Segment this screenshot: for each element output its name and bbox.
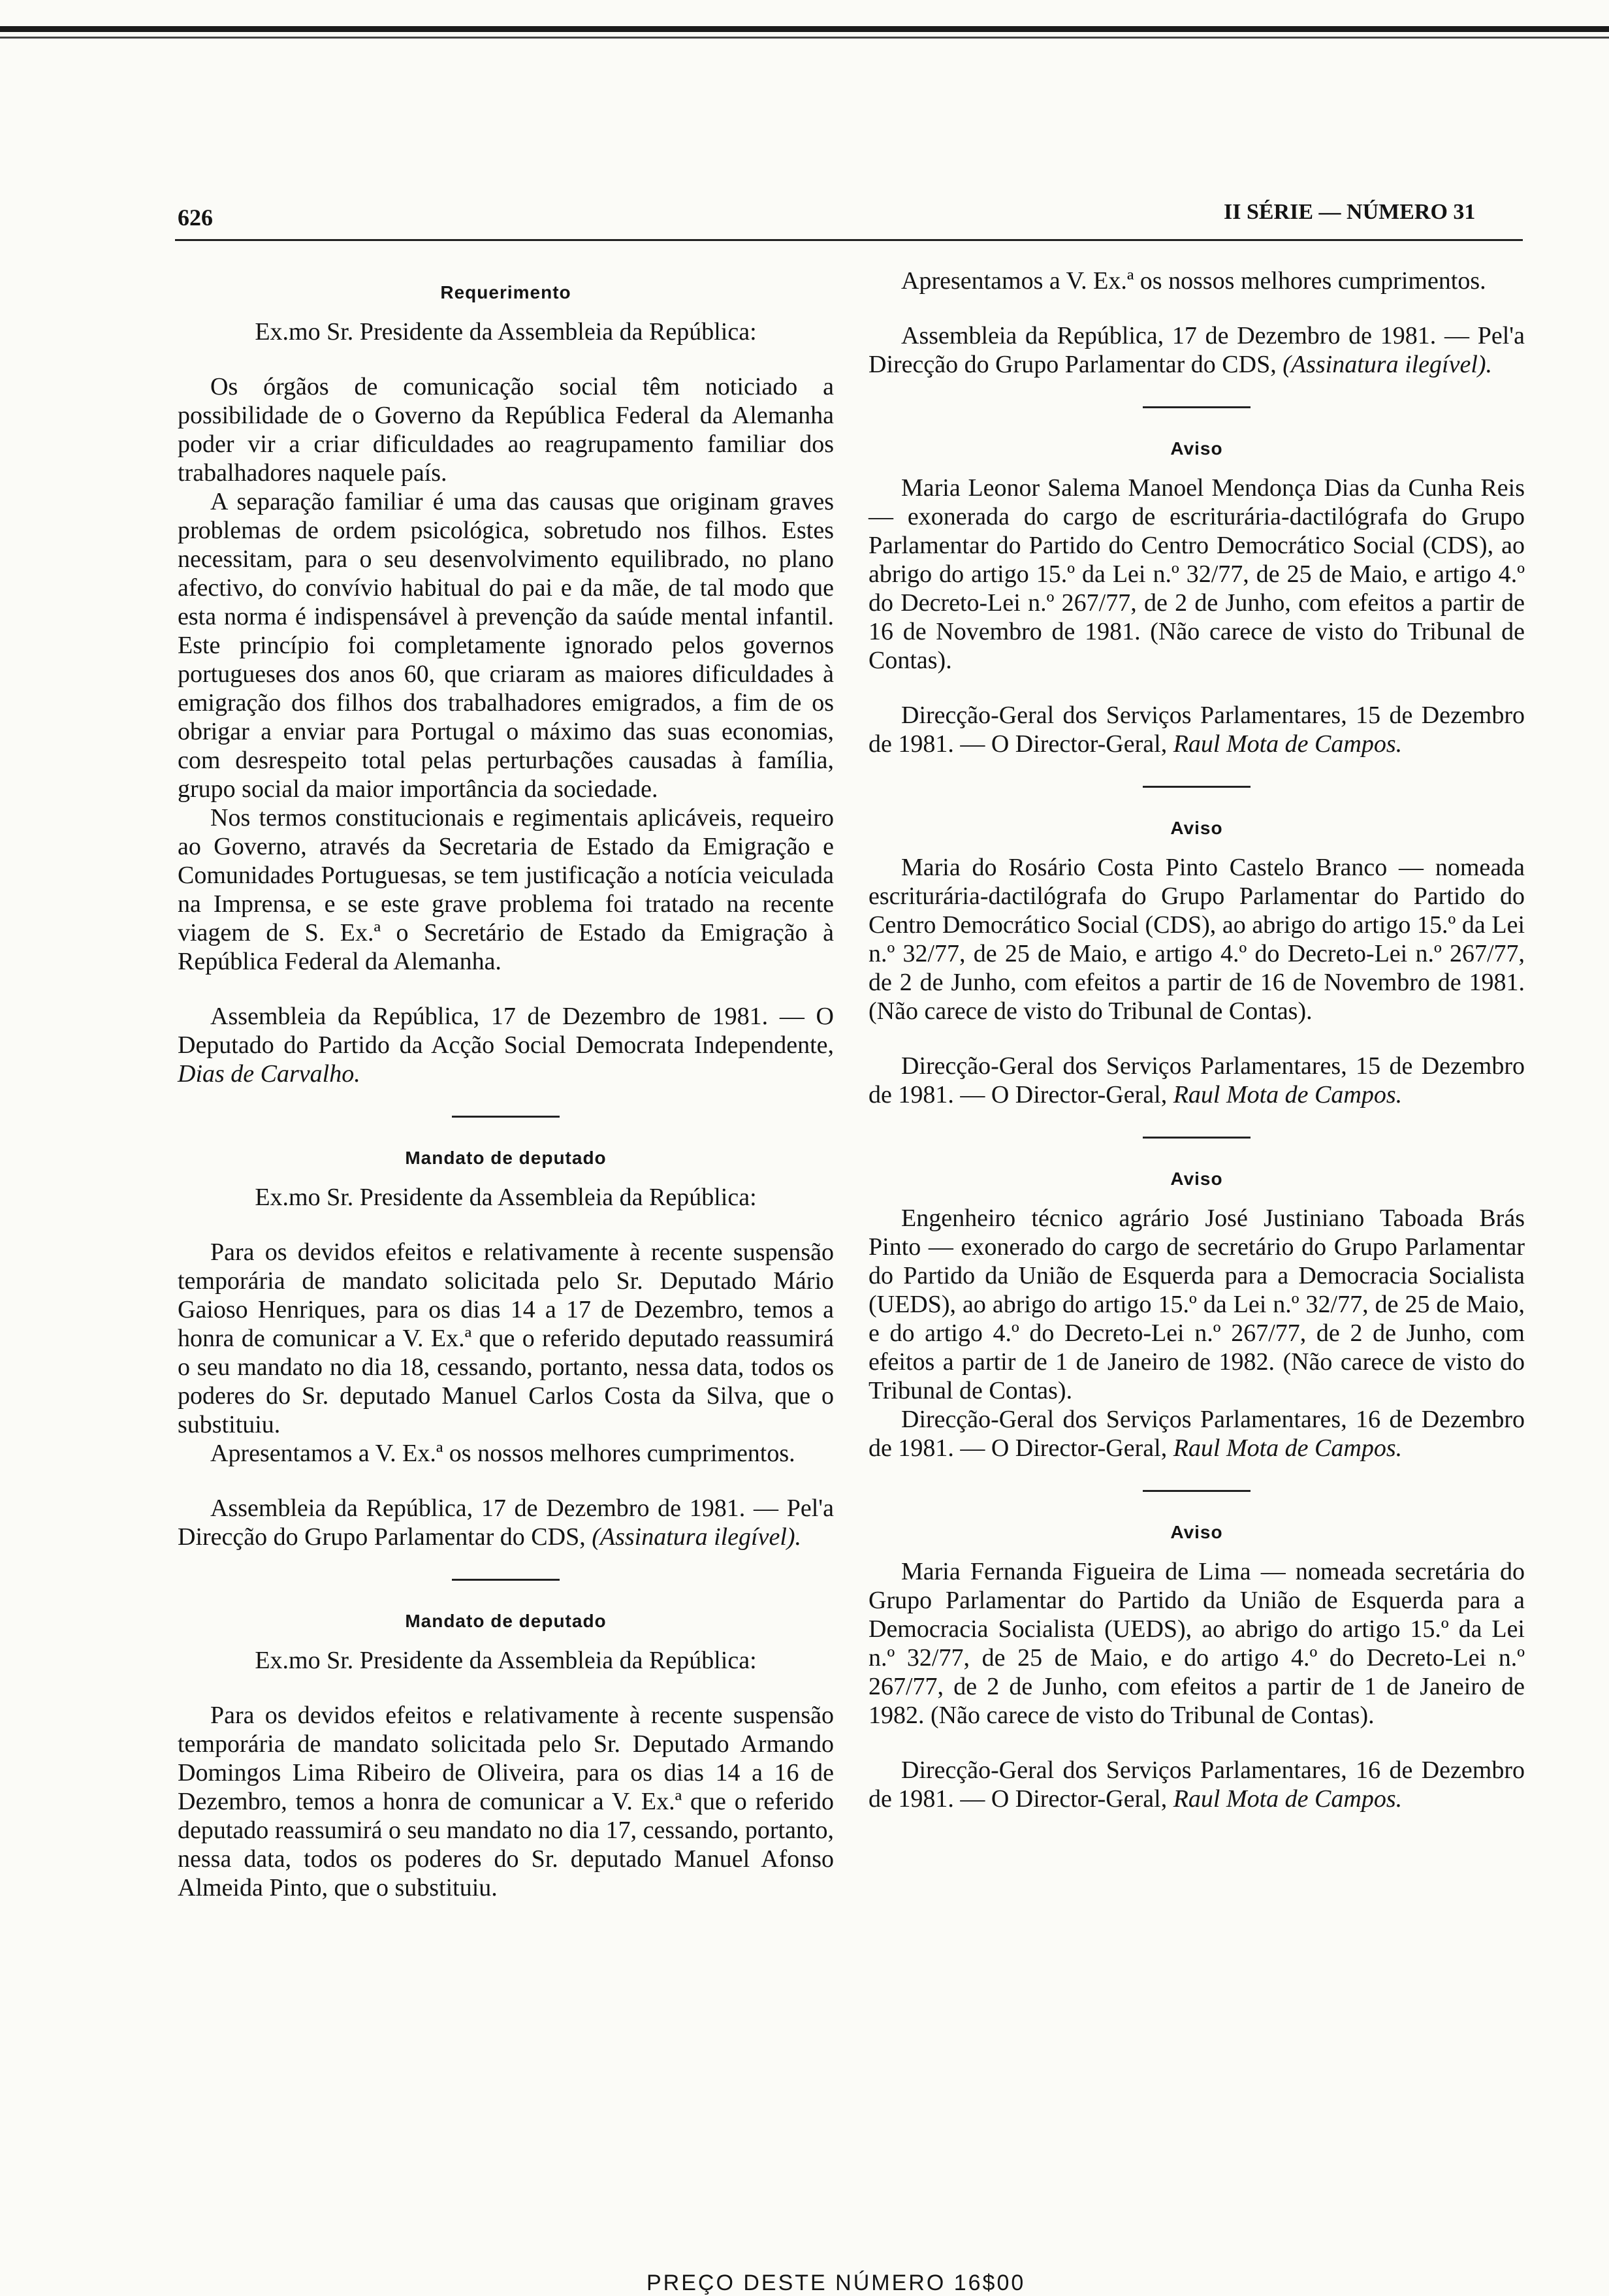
section-divider xyxy=(1143,786,1251,788)
closing-text: Direcção-Geral dos Serviços Parlamentares, 16 de Dezembro de 1981. — O Director-Geral, xyxy=(868,1756,1525,1813)
signature: Dias de Carvalho. xyxy=(178,1060,360,1088)
paragraph: A separação familiar é uma das causas que originam graves problemas de ordem psicológica, sobretudo nos filhos. Estes necessitam, para o seu desenvolvimento equilibrado, no plano afectivo, do convívio habitual do pai e da mãe, de tal modo que esta norma é indispensável à prevenção da saúde mental infantil. Este princípio foi completamente ignorado pelos governos portugueses dos anos 60, que criaram as maiores dificuldades à emigração dos filhos dos trabalhadores emigrados, a fim de os obrigar a enviar para Portugal o máximo das suas economias, com desrespeito total pelas perturbações causadas à família, grupo social da maior importância da sociedade. xyxy=(178,488,834,803)
paragraph: Maria Leonor Salema Manoel Mendonça Dias da Cunha Reis — exonerada do cargo de escriturária-dactilógrafa do Grupo Parlamentar do Partido do Centro Democrático Social (CDS), ao abrigo do artigo 15.º da Lei n.º 32/77, de 25 de Maio, e artigo 4.º do Decreto-Lei n.º 267/77, de 2 de Junho, com efeitos a partir de 16 de Novembro de 1981. (Não carece de visto do Tribunal de Contas). xyxy=(868,474,1525,674)
aviso-section-3 xyxy=(868,1169,1525,1463)
paragraph: Nos termos constitucionais e regimentais aplicáveis, requeiro ao Governo, através da Secretaria de Estado da Emigração e Comunidades Portuguesas, se tem justificação a notícia veiculada na Imprensa, e se este grave problema foi tratado na recente viagem de S. Ex.ª o Secretário de Estado da Emigração à República Federal da Alemanha. xyxy=(178,804,834,975)
closing-text: Assembleia da República, 17 de Dezembro de 1981. — Pel'a Direcção do Grupo Parlamentar do CDS, xyxy=(178,1495,834,1551)
closing-paragraph xyxy=(868,1052,1525,1109)
section-divider xyxy=(1143,1490,1251,1492)
closing-paragraph xyxy=(178,1494,834,1551)
left-column xyxy=(178,267,834,1902)
signature: Raul Mota de Campos. xyxy=(1173,1785,1403,1813)
signature: Raul Mota de Campos. xyxy=(1173,1434,1403,1462)
section-divider xyxy=(1143,406,1251,408)
mandato-section-1 xyxy=(178,1148,834,1551)
paragraph: Maria do Rosário Costa Pinto Castelo Branco — nomeada escriturária-dactilógrafa do Grupo Parlamentar do Partido do Centro Democrático Social (CDS), ao abrigo do artigo 15.º da Lei n.º 32/77, de 25 de Maio, e artigo 4.º do Decreto-Lei n.º 267/77, de 2 de Junho, com efeitos a partir de 16 de Novembro de 1981. (Não carece de visto do Tribunal de Contas). xyxy=(868,854,1525,1025)
top-border-rule xyxy=(0,26,1609,32)
paragraph: Para os devidos efeitos e relativamente à recente suspensão temporária de mandato solicitada pelo Sr. Deputado Armando Domingos Lima Ribeiro de Oliveira, para os dias 14 a 16 de Dezembro, temos a honra de comunicar a V. Ex.ª que o referido deputado reassumirá o seu mandato no dia 17, cessando, portanto, nessa data, todos os poderes do Sr. deputado Manuel Afonso Almeida Pinto, que o substituiu. xyxy=(178,1702,834,1901)
closing-text: Direcção-Geral dos Serviços Parlamentares, 16 de Dezembro de 1981. — O Director-Geral, xyxy=(868,1406,1525,1462)
mandato-section-2 xyxy=(178,1611,834,1902)
paragraph: Para os devidos efeitos e relativamente à recente suspensão temporária de mandato solicitada pelo Sr. Deputado Mário Gaioso Henriques, para os dias 14 a 17 de Dezembro, temos a honra de comunicar a V. Ex.ª que o referido deputado reassumirá o seu mandato no dia 18, cessando, portanto, nessa data, todos os poderes do Sr. deputado Manuel Carlos Costa da Silva, que o substituiu. xyxy=(178,1238,834,1438)
section-divider xyxy=(452,1579,560,1581)
section-heading: Aviso xyxy=(1170,818,1223,838)
page-number: 626 xyxy=(178,204,213,231)
closing-text: Direcção-Geral dos Serviços Parlamentares, 15 de Dezembro de 1981. — O Director-Geral, xyxy=(868,1052,1525,1108)
signature: (Assinatura ilegível). xyxy=(592,1523,802,1551)
section-divider xyxy=(1143,1137,1251,1139)
paragraph: Engenheiro técnico agrário José Justiniano Taboada Brás Pinto — exonerado do cargo de secretário do Grupo Parlamentar do Partido da União de Esquerda para a Democracia Socialista (UEDS), ao abrigo do artigo 15.º da Lei n.º 32/77, de 25 de Maio, e do artigo 4.º do Decreto-Lei n.º 267/77, de 2 de Junho, com efeitos a partir de 1 de Janeiro de 1982. (Não carece de visto do Tribunal de Contas). xyxy=(868,1205,1525,1404)
salutation: Ex.mo Sr. Presidente da Assembleia da República: xyxy=(255,1647,757,1674)
section-heading: Requerimento xyxy=(440,282,571,302)
closing-text: Direcção-Geral dos Serviços Parlamentares, 15 de Dezembro de 1981. — O Director-Geral, xyxy=(868,702,1525,758)
section-heading: Mandato de deputado xyxy=(405,1148,607,1168)
salutation: Ex.mo Sr. Presidente da Assembleia da República: xyxy=(255,318,757,346)
signature: (Assinatura ilegível). xyxy=(1282,351,1493,378)
paragraph: Apresentamos a V. Ex.ª os nossos melhores cumprimentos. xyxy=(901,267,1486,295)
aviso-section-1 xyxy=(868,438,1525,758)
aviso-section-2 xyxy=(868,818,1525,1109)
closing-text: Assembleia da República, 17 de Dezembro de 1981. — O Deputado do Partido da Acção Social Democrata Independente, xyxy=(178,1003,834,1059)
closing-text: Assembleia da República, 17 de Dezembro de 1981. — Pel'a Direcção do Grupo Parlamentar do CDS, xyxy=(868,322,1525,378)
right-column xyxy=(868,267,1525,1813)
header-rule xyxy=(175,239,1523,241)
section-heading: Aviso xyxy=(1170,1169,1223,1189)
salutation: Ex.mo Sr. Presidente da Assembleia da República: xyxy=(255,1184,757,1211)
closing-paragraph xyxy=(868,321,1525,379)
paragraph: Os órgãos de comunicação social têm noticiado a possibilidade de o Governo da República Federal da Alemanha poder vir a criar dificuldades ao reagrupamento familiar dos trabalhadores naquele país. xyxy=(178,373,834,487)
signature: Raul Mota de Campos. xyxy=(1173,730,1403,758)
section-divider xyxy=(452,1116,560,1118)
requerimento-section xyxy=(178,282,834,1088)
section-heading: Mandato de deputado xyxy=(405,1611,607,1631)
continuation-section xyxy=(868,267,1525,379)
paragraph: Apresentamos a V. Ex.ª os nossos melhores cumprimentos. xyxy=(210,1440,795,1467)
price-footer: PREÇO DESTE NÚMERO 16$00 xyxy=(646,2271,1026,2295)
section-heading: Aviso xyxy=(1170,438,1223,459)
signature: Raul Mota de Campos. xyxy=(1173,1081,1403,1108)
section-heading: Aviso xyxy=(1170,1522,1223,1542)
closing-paragraph xyxy=(178,1002,834,1088)
series-header: II SÉRIE — NÚMERO 31 xyxy=(1224,200,1476,224)
aviso-section-4 xyxy=(868,1522,1525,1813)
closing-paragraph xyxy=(868,1756,1525,1813)
closing-paragraph xyxy=(868,701,1525,758)
paragraph: Maria Fernanda Figueira de Lima — nomeada secretária do Grupo Parlamentar do Partido da União de Esquerda para a Democracia Socialista (UEDS), ao abrigo do artigo 15.º da Lei n.º 32/77, de 25 de Maio, e do artigo 4.º do Decreto-Lei n.º 267/77, de 2 de Junho, com efeitos a partir de 1 de Janeiro de 1982. (Não carece de visto do Tribunal de Contas). xyxy=(868,1558,1525,1729)
top-border-rule-thin xyxy=(0,37,1609,39)
closing-paragraph xyxy=(868,1405,1525,1463)
